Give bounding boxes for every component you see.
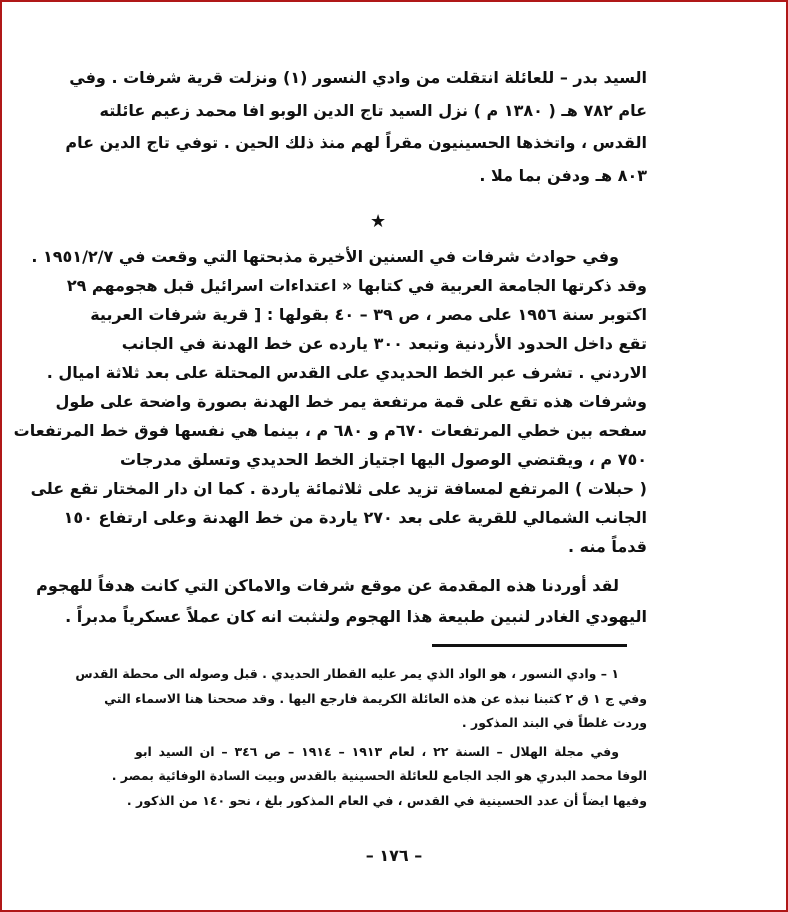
- text-line: الجانب الشمالي للقرية على بعد ٢٧٠ ياردة من خط الهدنة وعلى ارتفاع ١٥٠: [63, 508, 647, 527]
- footnote-divider: [432, 644, 627, 647]
- text-line: وشرفات هذه تقع على قمة مرتفعة يمر خط الهدنة بصورة واضحة على طول: [55, 392, 647, 411]
- text-line: وقد ذكرتها الجامعة العربية في كتابها « اعتداءات اسرائيل قبل هجومهم ٢٩: [66, 276, 647, 295]
- text-line: اليهودي الغادر لنبين طبيعة هذا الهجوم ولنثبت انه كان عملاً عسكرياً مدبراً .: [65, 607, 647, 626]
- text-line: ( حبلات ) المرتفع لمسافة تزيد على ثلاثمائة ياردة . كما ان دار المختار تقع على: [30, 479, 647, 498]
- text-line: ٨٠٣ هـ ودفن بما ملا .: [479, 165, 647, 185]
- text-line: عام ٧٨٢ هـ ( ١٣٨٠ م ) نزل السيد تاج الدين الوبو افا محمد زعيم عائلته: [99, 100, 647, 120]
- text-line: اكتوبر سنة ١٩٥٦ على مصر ، ص ٣٩ – ٤٠ بقولها : [ قرية شرفات العربية: [90, 305, 647, 324]
- footnote-line: وفي مجلة الهلال – السنة ٢٢ ، لعام ١٩١٣ – ١٩١٤ – ص ٣٤٦ – ان السيد ابو: [135, 743, 619, 759]
- footnote-line: ١ – وادي النسور ، هو الواد الذي يمر عليه القطار الحديدي . قبل وصوله الى محطة القدس: [75, 666, 619, 681]
- footnote-line: الوفا محمد البدري هو الجد الجامع للعائلة الحسينية بالقدس وبيت السادة الوفائية بمصر .: [111, 768, 647, 783]
- text-line: سفحه بين خطي المرتفعات ٦٧٠م و ٦٨٠ م ، بينما هي نفسها فوق خط المرتفعات: [13, 421, 647, 440]
- text-line: القدس ، واتخذها الحسينيون مقراً لهم منذ ذلك الحين . توفي تاج الدين عام: [65, 133, 647, 152]
- footnote-line: وردت غلطاً في البند المذكور .: [461, 715, 647, 730]
- text-line: تقع داخل الحدود الأردنية وتبعد ٣٠٠ يارده عن خط الهدنة في الجانب: [121, 334, 647, 353]
- separator-star-icon: ★: [370, 211, 387, 232]
- paragraph-1: [65, 62, 647, 192]
- text-line: قدماً منه .: [568, 537, 647, 556]
- text-line: لقد أوردنا هذه المقدمة عن موقع شرفات والاماكن التي كانت هدفاً للهجوم: [36, 576, 619, 595]
- paragraph-3: [36, 570, 647, 632]
- footnote-line: وفيها ايضاً أن عدد الحسينية في القدس ، في العام المذكور بلغ ، نحو ١٤٠ من الذكور .: [126, 792, 647, 808]
- text-line: وفي حوادث شرفات في السنين الأخيرة مذبحتها التي وقعت في ١٩٥١/٢/٧ .: [31, 247, 619, 266]
- text-line: الاردني . تشرف عبر الخط الحديدي على القدس المحتلة على بعد ثلاثة اميال .: [46, 363, 647, 382]
- text-line: ٧٥٠ م ، ويقتضي الوصول اليها اجتياز الخط الحديدي وتسلق مدرجات: [119, 450, 647, 469]
- footnotes: [75, 662, 647, 813]
- text-line: السيد بدر – للعائلة انتقلت من وادي النسور (١) ونزلت قرية شرفات . وفي: [69, 68, 647, 87]
- footnote-line: وفي ج ١ ق ٢ كتبنا نبذه عن هذه العائلة الكريمة فارجع اليها . وقد صححنا هنا الاسماء التي: [104, 690, 647, 706]
- paragraph-2: [13, 242, 647, 561]
- page-number: – ١٧٦ –: [365, 846, 423, 865]
